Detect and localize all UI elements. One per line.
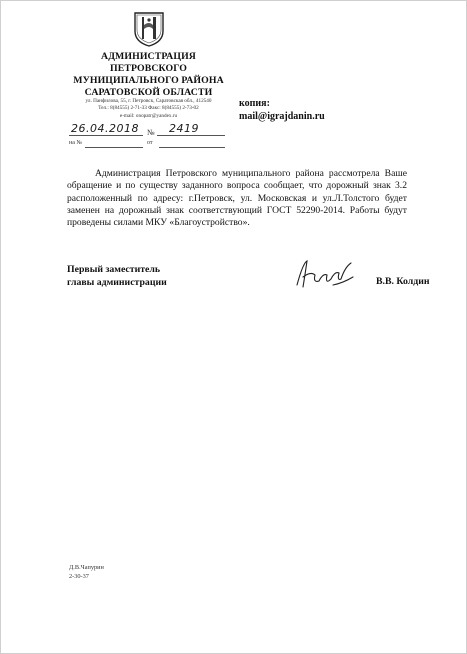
registration-date: 26.04.2018 (71, 122, 139, 135)
copy-label: копия: (239, 98, 270, 109)
registration-number: 2419 (169, 122, 199, 135)
organization-name (71, 51, 226, 99)
signatory-name: В.В. Колдин (376, 276, 430, 287)
org-line: АДМИНИСТРАЦИЯ (101, 51, 196, 62)
copy-email: mail@igrajdanin.ru (239, 111, 325, 122)
number-underline (157, 135, 225, 136)
signatory-title-line: Первый заместитель (67, 264, 161, 275)
signatory-title (67, 264, 167, 289)
org-line: САРАТОВСКОЙ ОБЛАСТИ (84, 87, 213, 98)
org-line: МУНИЦИПАЛЬНОГО РАЙОНА (73, 75, 224, 86)
ref-underline (85, 147, 143, 148)
coat-of-arms-icon (133, 11, 165, 47)
address-line: ул. Панфилова, 55, г. Петровск, Саратовская обл., 412540 (85, 98, 212, 104)
executor-phone: 2-30-37 (69, 573, 89, 580)
ref-from-label: от (147, 140, 153, 146)
org-line: ПЕТРОВСКОГО (109, 63, 188, 74)
handwritten-signature (293, 257, 357, 291)
letter-body: Администрация Петровского муниципального района рассмотрела Ваше обращение и по существу заданного вопроса сообщает, что дорожный знак 3.2 расположенный по адресу: г.Петровск, ул. Московская и ул.Л.Толстого будет заменен на дорожный знак соответствующий ГОСТ 52290-2014. Работы будут проведены силами МКУ «Благоустройство». (67, 168, 407, 229)
address-line: e-mail: onopatr@yandex.ru (119, 112, 178, 119)
signatory-title-line: главы администрации (67, 276, 167, 288)
executor-info (69, 563, 104, 581)
organization-address (71, 98, 226, 120)
executor-name: Д.В.Чапурин (69, 564, 104, 571)
ref-from-underline (159, 147, 225, 148)
ref-label: на № (69, 140, 83, 146)
address-line: Тел.: 8(84555) 2-71-33 Факс: 8(84555) 2-73-02 (98, 105, 199, 112)
date-underline (69, 135, 143, 136)
number-label: № (147, 128, 155, 137)
